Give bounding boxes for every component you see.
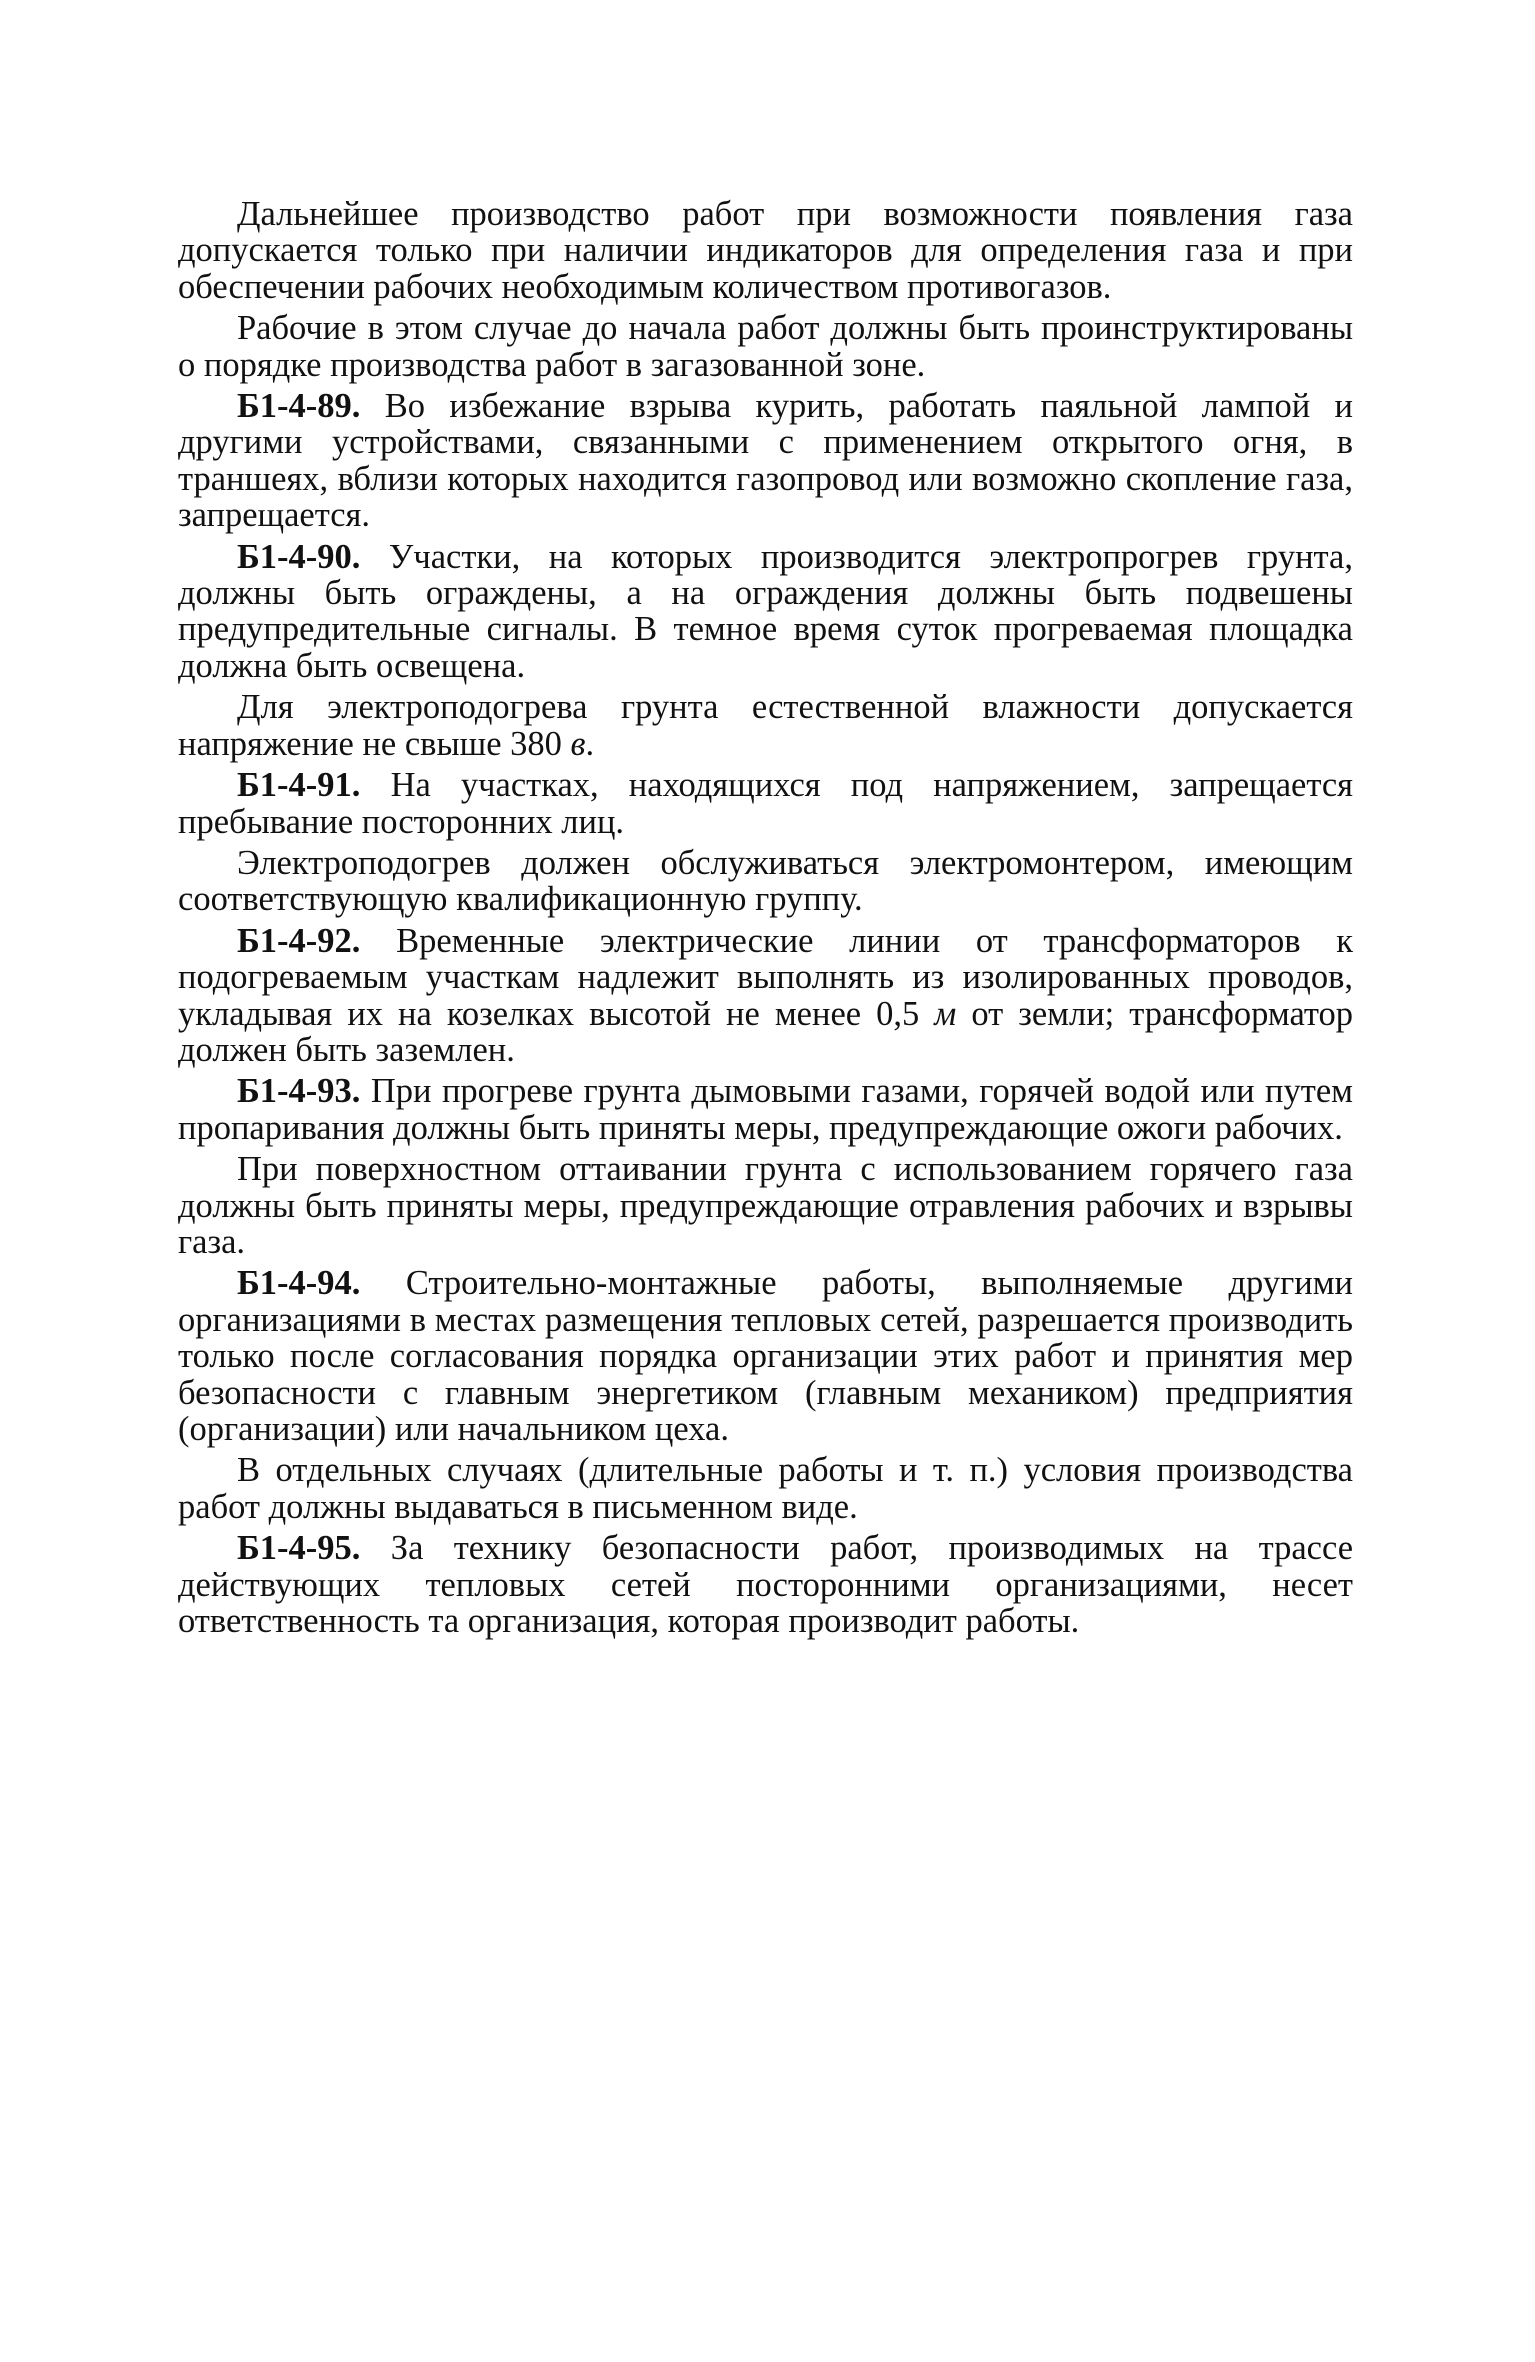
unit-volt: в	[570, 724, 586, 763]
clause-number: Б1-4-94.	[237, 1264, 361, 1303]
paragraph-tail: .	[585, 724, 595, 763]
clause-number: Б1-4-90.	[237, 537, 361, 576]
clause-number: Б1-4-93.	[237, 1072, 361, 1111]
clause-b1-4-90	[178, 539, 1353, 685]
paragraph-text: Рабочие в этом случае до начала работ должны быть проинструктированы о порядке производства работ в загазованной зоне.	[178, 309, 1353, 384]
clause-b1-4-89	[178, 388, 1353, 534]
paragraph-thawing	[178, 1151, 1353, 1260]
clause-text: За технику безопасности работ, производимых на трассе действующих тепловых сетей посторонними организациями, несет ответственность та организация, которая производит работы.	[178, 1529, 1354, 1641]
paragraph-written-form	[178, 1452, 1353, 1525]
clause-b1-4-91	[178, 767, 1353, 840]
clause-text: Участки, на которых производится электропрогрев грунта, должны быть ограждены, а на ограждения должны быть подвешены предупредительные сигналы. В темное время суток прогреваемая площадка должна быть освещена.	[178, 537, 1353, 685]
document-page	[178, 196, 1353, 1644]
clause-b1-4-95	[178, 1530, 1353, 1639]
clause-b1-4-92	[178, 923, 1353, 1069]
clause-number: Б1-4-92.	[237, 921, 361, 960]
paragraph-text: Для электроподогрева грунта естественной влажности допускается напряжение не свыше 380	[178, 688, 1353, 763]
clause-number: Б1-4-95.	[237, 1529, 361, 1568]
paragraph-text: При поверхностном оттаивании грунта с использованием горячего газа должны быть приняты меры, предупреждающие отравления рабочих и взрывы газа.	[178, 1150, 1353, 1261]
clause-number: Б1-4-89.	[237, 387, 361, 426]
paragraph-gas-indicators	[178, 196, 1353, 305]
paragraph-text: Дальнейшее производство работ при возможности появления газа допускается только при наличии индикаторов для определения газа и при обеспечении рабочих необходимым количеством противогазов.	[178, 195, 1353, 306]
clause-tail: от земли; трансформатор должен быть заземлен.	[178, 994, 1354, 1069]
paragraph-electrician	[178, 845, 1353, 918]
clause-text: Строительно-монтажные работы, выполняемые другими организациями в местах размещения тепловых сетей, разрешается производить только после согласования порядка организации этих работ и принятия мер безопасности с главным энергетиком (главным механиком) предприятия (организации) или начальником цеха.	[178, 1264, 1354, 1448]
paragraph-text: Электроподогрев должен обслуживаться электромонтером, имеющим соответствующую квалификационную группу.	[178, 843, 1353, 919]
clause-text: На участках, находящихся под напряжением, запрещается пребывание посторонних лиц.	[178, 766, 1354, 841]
clause-number: Б1-4-91.	[237, 766, 361, 805]
paragraph-text: В отдельных случаях (длительные работы и т. п.) условия производства работ должны выдаваться в письменном виде.	[178, 1451, 1353, 1526]
clause-b1-4-93	[178, 1073, 1353, 1146]
clause-b1-4-94	[178, 1265, 1353, 1447]
clause-text: Временные электрические линии от трансформаторов к подогреваемым участкам надлежит выполнять из изолированных проводов, укладывая их на козелках высотой не менее 0,5	[178, 921, 1354, 1033]
clause-text: При прогреве грунта дымовыми газами, горячей водой или путем пропаривания должны быть приняты меры, предупреждающие ожоги рабочих.	[178, 1072, 1353, 1147]
clause-text: Во избежание взрыва курить, работать паяльной лампой и другими устройствами, связанными с применением открытого огня, в траншеях, вблизи которых находится газопровод или возможно скопление газа, запрещается.	[178, 387, 1353, 535]
unit-meter: м	[934, 994, 957, 1033]
paragraph-instruction	[178, 310, 1353, 383]
paragraph-voltage	[178, 689, 1353, 762]
